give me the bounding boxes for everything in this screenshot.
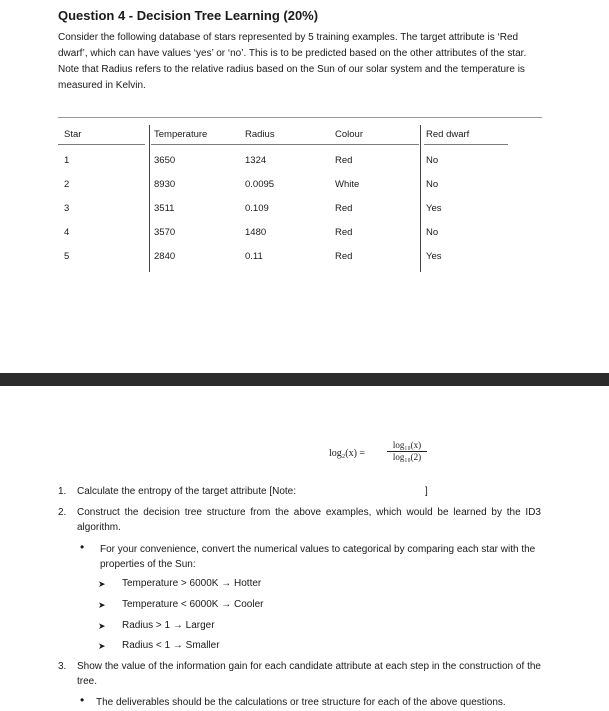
column-divider xyxy=(420,125,421,272)
table-cell: 5 xyxy=(64,251,70,262)
formula-lhs: log₂(x) = xyxy=(329,448,366,459)
table-cell: 3570 xyxy=(154,227,176,238)
question-intro: Consider the following database of stars represented by 5 training examples. The target attribute is ‘Red dwarf’, which can have values ‘yes’ or ‘no’. This is to be predicted based on the other attributes of the star. Note that Radius refers to the relative radius based on the Sun of our solar system and the temperature is measured in Kelvin. xyxy=(58,32,527,91)
table-cell: Red xyxy=(335,227,353,238)
table-cell: 3511 xyxy=(154,203,175,214)
header-colour: Colour xyxy=(335,129,363,140)
task-1-number: 1. xyxy=(58,486,67,497)
table-cell: 2840 xyxy=(154,251,176,262)
table-cell: 0.0095 xyxy=(245,179,275,190)
table-cell: No xyxy=(426,227,439,238)
header-underline xyxy=(424,144,508,145)
table-cell: Yes xyxy=(426,203,442,214)
header-underline xyxy=(58,144,145,145)
bullet-dot: • xyxy=(80,540,85,554)
table-cell: No xyxy=(426,179,439,190)
bullet-dot: • xyxy=(80,693,85,707)
table-cell: 1480 xyxy=(245,227,267,238)
formula-numerator: log₁₀(x) xyxy=(387,440,427,452)
header-temperature: Temperature xyxy=(154,129,208,140)
task-2-number: 2. xyxy=(58,507,67,518)
table-cell: 4 xyxy=(64,227,70,238)
arrow-bullet-icon: ➤ xyxy=(98,621,106,631)
bullet-text: For your convenience, convert the numerical values to categorical by comparing each star with the properties of the Sun: xyxy=(100,544,536,570)
deliverables-text: The deliverables should be the calculations or tree structure for each of the above questions. xyxy=(96,697,506,708)
table-cell: 1 xyxy=(64,155,70,166)
table-cell: 2 xyxy=(64,179,70,190)
header-red-dwarf: Red dwarf xyxy=(426,129,470,140)
table-cell: 0.11 xyxy=(245,251,263,262)
table-cell: Red xyxy=(335,203,353,214)
question-title: Question 4 - Decision Tree Learning (20%) xyxy=(58,8,319,23)
formula-fraction xyxy=(387,440,427,462)
task-2-text: Construct the decision tree structure from the above examples, which would be learned by the ID3 algorithm. xyxy=(77,507,541,533)
table-cell: 0.109 xyxy=(245,203,269,214)
column-divider xyxy=(149,125,150,272)
header-star: Star xyxy=(64,129,82,140)
table-cell: No xyxy=(426,155,439,166)
task-1-close: ] xyxy=(425,486,428,497)
table-cell: 8930 xyxy=(154,179,176,190)
sub-item: Radius < 1 → Smaller xyxy=(122,640,220,651)
table-cell: Red xyxy=(335,251,353,262)
table-top-rule xyxy=(58,117,542,118)
table-cell: Red xyxy=(335,155,353,166)
page-separator xyxy=(0,373,609,386)
header-radius: Radius xyxy=(245,129,275,140)
sub-item: Temperature > 6000K → Hotter xyxy=(122,578,262,589)
task-1-text: Calculate the entropy of the target attribute [Note: xyxy=(77,486,297,497)
sub-item: Temperature < 6000K → Cooler xyxy=(122,599,264,610)
table-cell: 1324 xyxy=(245,155,267,166)
table-cell: White xyxy=(335,179,360,190)
arrow-bullet-icon: ➤ xyxy=(98,641,106,651)
formula-denominator: log₁₀(2) xyxy=(392,452,422,462)
table-cell: Yes xyxy=(426,251,442,262)
task-3-number: 3. xyxy=(58,661,67,672)
arrow-bullet-icon: ➤ xyxy=(98,579,106,589)
arrow-bullet-icon: ➤ xyxy=(98,600,106,610)
table-cell: 3 xyxy=(64,203,70,214)
task-3-text: Show the value of the information gain for each candidate attribute at each step in the construction of the tree. xyxy=(77,661,541,687)
sub-item: Radius > 1 → Larger xyxy=(122,620,215,631)
header-underline xyxy=(151,144,419,145)
table-cell: 3650 xyxy=(154,155,176,166)
